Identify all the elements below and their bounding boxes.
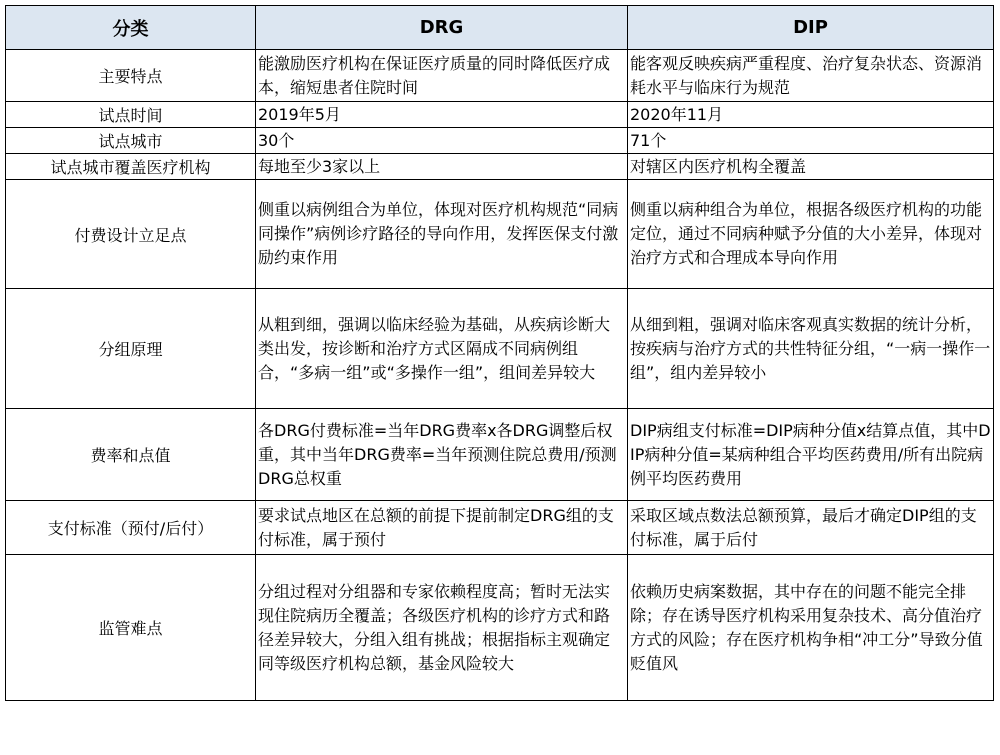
table-row	[6, 154, 994, 180]
comparison-table	[5, 5, 994, 701]
row-category: 付费设计立足点	[6, 180, 256, 289]
table-row	[6, 501, 994, 555]
row-category: 主要特点	[6, 50, 256, 102]
row-dip-cell: 71个	[628, 128, 994, 154]
row-drg-cell: 从粗到细，强调以临床经验为基础，从疾病诊断大类出发，按诊断和治疗方式区隔成不同病例组合，“多病一组”或“多操作一组”，组间差异较大	[256, 289, 628, 409]
row-drg-cell: 分组过程对分组器和专家依赖程度高；暂时无法实现住院病历全覆盖；各级医疗机构的诊疗方式和路径差异较大，分组入组有挑战；根据指标主观确定同等级医疗机构总额，基金风险较大	[256, 555, 628, 701]
row-category: 费率和点值	[6, 409, 256, 501]
header-drg: DRG	[256, 6, 628, 50]
row-category: 支付标准（预付/后付）	[6, 501, 256, 555]
table-row	[6, 409, 994, 501]
header-dip: DIP	[628, 6, 994, 50]
row-drg-cell: 要求试点地区在总额的前提下提前制定DRG组的支付标准，属于预付	[256, 501, 628, 555]
table-row	[6, 555, 994, 701]
row-dip-cell: DIP病组支付标准=DIP病种分值x结算点值，其中DIP病种分值=某病种组合平均医药费用/所有出院病例平均医药费用	[628, 409, 994, 501]
row-dip-cell: 依赖历史病案数据，其中存在的问题不能完全排除；存在诱导医疗机构采用复杂技术、高分值治疗方式的风险；存在医疗机构争相“冲工分”导致分值贬值风	[628, 555, 994, 701]
row-drg-cell: 各DRG付费标准=当年DRG费率x各DRG调整后权重，其中当年DRG费率=当年预测住院总费用/预测DRG总权重	[256, 409, 628, 501]
row-dip-cell: 2020年11月	[628, 102, 994, 128]
row-category: 试点时间	[6, 102, 256, 128]
row-dip-cell: 侧重以病种组合为单位，根据各级医疗机构的功能定位，通过不同病种赋予分值的大小差异，体现对治疗方式和合理成本导向作用	[628, 180, 994, 289]
table-row	[6, 102, 994, 128]
table-row	[6, 180, 994, 289]
row-category: 分组原理	[6, 289, 256, 409]
table-container	[5, 5, 994, 701]
row-category: 试点城市覆盖医疗机构	[6, 154, 256, 180]
header-row	[6, 6, 994, 50]
row-drg-cell: 能激励医疗机构在保证医疗质量的同时降低医疗成本，缩短患者住院时间	[256, 50, 628, 102]
row-dip-cell: 能客观反映疾病严重程度、治疗复杂状态、资源消耗水平与临床行为规范	[628, 50, 994, 102]
table-row	[6, 50, 994, 102]
row-drg-cell: 30个	[256, 128, 628, 154]
table-row	[6, 128, 994, 154]
table-row	[6, 289, 994, 409]
row-dip-cell: 对辖区内医疗机构全覆盖	[628, 154, 994, 180]
row-dip-cell: 从细到粗，强调对临床客观真实数据的统计分析，按疾病与治疗方式的共性特征分组，“一病一操作一组”，组内差异较小	[628, 289, 994, 409]
row-category: 试点城市	[6, 128, 256, 154]
row-drg-cell: 侧重以病例组合为单位，体现对医疗机构规范“同病同操作”病例诊疗路径的导向作用，发挥医保支付激励约束作用	[256, 180, 628, 289]
row-drg-cell: 2019年5月	[256, 102, 628, 128]
row-drg-cell: 每地至少3家以上	[256, 154, 628, 180]
row-dip-cell: 采取区域点数法总额预算，最后才确定DIP组的支付标准，属于后付	[628, 501, 994, 555]
row-category: 监管难点	[6, 555, 256, 701]
header-category: 分类	[6, 6, 256, 50]
